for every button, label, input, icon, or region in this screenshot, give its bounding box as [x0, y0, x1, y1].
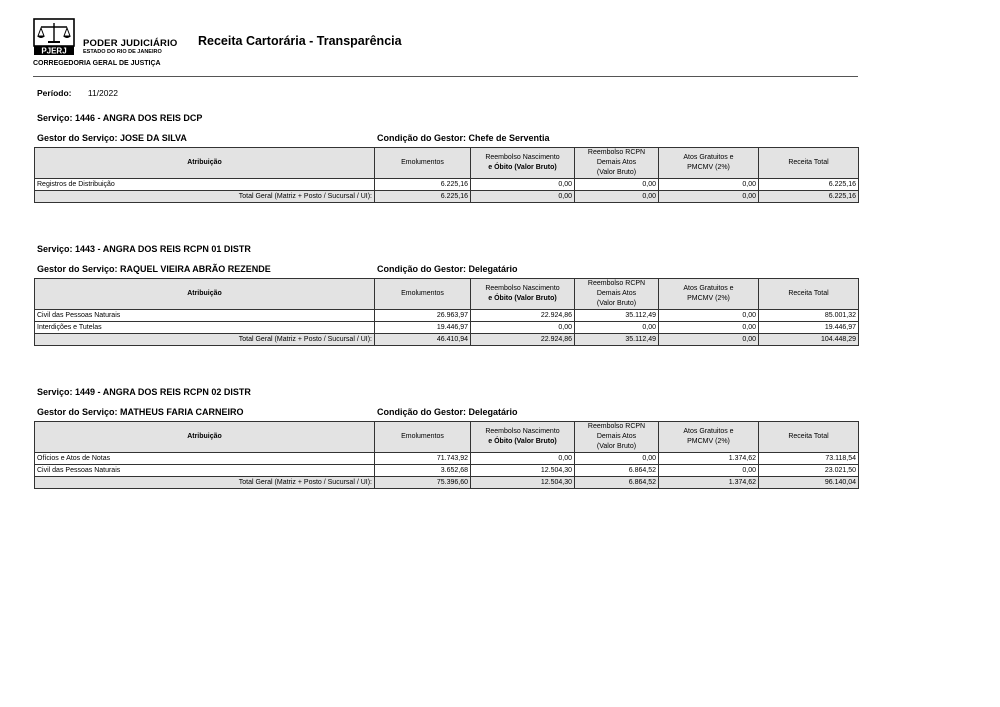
- cell-reembolso-rcpn: 35.112,49: [575, 310, 659, 322]
- cell-emolumentos: 6.225,16: [375, 179, 471, 191]
- total-cell-receita-total: 96.140,04: [759, 477, 859, 489]
- table-total-row: [35, 191, 859, 203]
- revenue-table: [34, 421, 859, 489]
- svg-text:PJERJ: PJERJ: [41, 46, 67, 56]
- cell-emolumentos: 3.652,68: [375, 465, 471, 477]
- total-label: Total Geral (Matriz + Posto / Sucursal / UI):: [35, 191, 375, 203]
- manager-condition: Condição do Gestor: Chefe de Serventia: [377, 133, 550, 143]
- cell-reembolso-nascimento: 22.924,86: [471, 310, 575, 322]
- table-row: [35, 322, 859, 334]
- col-header-atribuicao: Atribuição: [35, 279, 375, 310]
- total-cell-reembolso-rcpn: 0,00: [575, 191, 659, 203]
- total-cell-atos-gratuitos: 0,00: [659, 334, 759, 346]
- total-cell-receita-total: 104.448,29: [759, 334, 859, 346]
- period-line: [37, 88, 118, 98]
- col-header-atos-gratuitos: Atos Gratuitos e PMCMV (2%): [659, 279, 759, 310]
- cell-reembolso-nascimento: 12.504,30: [471, 465, 575, 477]
- col-header-receita-total: Receita Total: [759, 422, 859, 453]
- col-header-reembolso-nascimento: Reembolso Nascimento e Óbito (Valor Bruto): [471, 279, 575, 310]
- pjerj-scales-logo-icon: [33, 18, 75, 56]
- col-header-emolumentos: Emolumentos: [375, 279, 471, 310]
- period-value: 11/2022: [87, 88, 118, 98]
- total-cell-atos-gratuitos: 0,00: [659, 191, 759, 203]
- table-header-row: [35, 279, 859, 310]
- cell-receita-total: 73.118,54: [759, 453, 859, 465]
- cell-atribuicao: Ofícios e Atos de Notas: [35, 453, 375, 465]
- table-total-row: [35, 477, 859, 489]
- cell-atos-gratuitos: 0,00: [659, 465, 759, 477]
- total-cell-reembolso-nascimento: 0,00: [471, 191, 575, 203]
- cell-reembolso-rcpn: 0,00: [575, 453, 659, 465]
- service-title: Serviço: 1449 - ANGRA DOS REIS RCPN 02 DISTR: [37, 387, 251, 397]
- total-cell-emolumentos: 75.396,60: [375, 477, 471, 489]
- period-label: Período:: [37, 88, 72, 98]
- cell-reembolso-rcpn: 0,00: [575, 179, 659, 191]
- org-name: PODER JUDICIÁRIO: [83, 38, 178, 49]
- cell-atribuicao: Civil das Pessoas Naturais: [35, 310, 375, 322]
- cell-atos-gratuitos: 0,00: [659, 179, 759, 191]
- cell-atribuicao: Interdições e Tutelas: [35, 322, 375, 334]
- total-cell-emolumentos: 6.225,16: [375, 191, 471, 203]
- table-row: [35, 453, 859, 465]
- total-cell-receita-total: 6.225,16: [759, 191, 859, 203]
- cell-reembolso-nascimento: 0,00: [471, 179, 575, 191]
- cell-receita-total: 19.446,97: [759, 322, 859, 334]
- report-header: [33, 18, 858, 78]
- revenue-table: [34, 278, 859, 346]
- col-header-reembolso-rcpn: Reembolso RCPN Demais Atos (Valor Bruto): [575, 148, 659, 179]
- col-header-emolumentos: Emolumentos: [375, 148, 471, 179]
- revenue-table: [34, 147, 859, 203]
- col-header-reembolso-rcpn: Reembolso RCPN Demais Atos (Valor Bruto): [575, 279, 659, 310]
- service-title: Serviço: 1446 - ANGRA DOS REIS DCP: [37, 113, 203, 123]
- service-manager: Gestor do Serviço: MATHEUS FARIA CARNEIRO: [37, 407, 244, 417]
- manager-condition: Condição do Gestor: Delegatário: [377, 407, 518, 417]
- org-department: CORREGEDORIA GERAL DE JUSTIÇA: [33, 60, 161, 67]
- service-manager: Gestor do Serviço: RAQUEL VIEIRA ABRÃO REZENDE: [37, 264, 271, 274]
- col-header-reembolso-nascimento: Reembolso Nascimento e Óbito (Valor Bruto): [471, 422, 575, 453]
- manager-condition: Condição do Gestor: Delegatário: [377, 264, 518, 274]
- col-header-receita-total: Receita Total: [759, 279, 859, 310]
- table-header-row: [35, 148, 859, 179]
- cell-emolumentos: 19.446,97: [375, 322, 471, 334]
- cell-reembolso-rcpn: 0,00: [575, 322, 659, 334]
- cell-atribuicao: Civil das Pessoas Naturais: [35, 465, 375, 477]
- cell-atos-gratuitos: 0,00: [659, 322, 759, 334]
- total-cell-emolumentos: 46.410,94: [375, 334, 471, 346]
- col-header-receita-total: Receita Total: [759, 148, 859, 179]
- table-row: [35, 310, 859, 322]
- org-state: ESTADO DO RIO DE JANEIRO: [83, 49, 162, 55]
- cell-reembolso-nascimento: 0,00: [471, 453, 575, 465]
- col-header-atribuicao: Atribuição: [35, 148, 375, 179]
- cell-reembolso-rcpn: 6.864,52: [575, 465, 659, 477]
- cell-receita-total: 6.225,16: [759, 179, 859, 191]
- col-header-emolumentos: Emolumentos: [375, 422, 471, 453]
- service-manager: Gestor do Serviço: JOSE DA SILVA: [37, 133, 187, 143]
- col-header-atos-gratuitos: Atos Gratuitos e PMCMV (2%): [659, 422, 759, 453]
- table-total-row: [35, 334, 859, 346]
- cell-receita-total: 23.021,50: [759, 465, 859, 477]
- service-title: Serviço: 1443 - ANGRA DOS REIS RCPN 01 DISTR: [37, 244, 251, 254]
- cell-atos-gratuitos: 1.374,62: [659, 453, 759, 465]
- header-divider: [33, 76, 858, 77]
- total-label: Total Geral (Matriz + Posto / Sucursal / UI):: [35, 477, 375, 489]
- total-cell-reembolso-nascimento: 12.504,30: [471, 477, 575, 489]
- cell-reembolso-nascimento: 0,00: [471, 322, 575, 334]
- col-header-reembolso-rcpn: Reembolso RCPN Demais Atos (Valor Bruto): [575, 422, 659, 453]
- total-cell-reembolso-rcpn: 35.112,49: [575, 334, 659, 346]
- table-row: [35, 465, 859, 477]
- cell-emolumentos: 26.963,97: [375, 310, 471, 322]
- col-header-atribuicao: Atribuição: [35, 422, 375, 453]
- total-cell-reembolso-nascimento: 22.924,86: [471, 334, 575, 346]
- cell-receita-total: 85.001,32: [759, 310, 859, 322]
- col-header-atos-gratuitos: Atos Gratuitos e PMCMV (2%): [659, 148, 759, 179]
- col-header-reembolso-nascimento: Reembolso Nascimento e Óbito (Valor Bruto): [471, 148, 575, 179]
- cell-emolumentos: 71.743,92: [375, 453, 471, 465]
- cell-atribuicao: Registros de Distribuição: [35, 179, 375, 191]
- table-row: [35, 179, 859, 191]
- page-title: Receita Cartorária - Transparência: [198, 34, 402, 48]
- total-cell-atos-gratuitos: 1.374,62: [659, 477, 759, 489]
- table-header-row: [35, 422, 859, 453]
- cell-atos-gratuitos: 0,00: [659, 310, 759, 322]
- total-label: Total Geral (Matriz + Posto / Sucursal / UI):: [35, 334, 375, 346]
- total-cell-reembolso-rcpn: 6.864,52: [575, 477, 659, 489]
